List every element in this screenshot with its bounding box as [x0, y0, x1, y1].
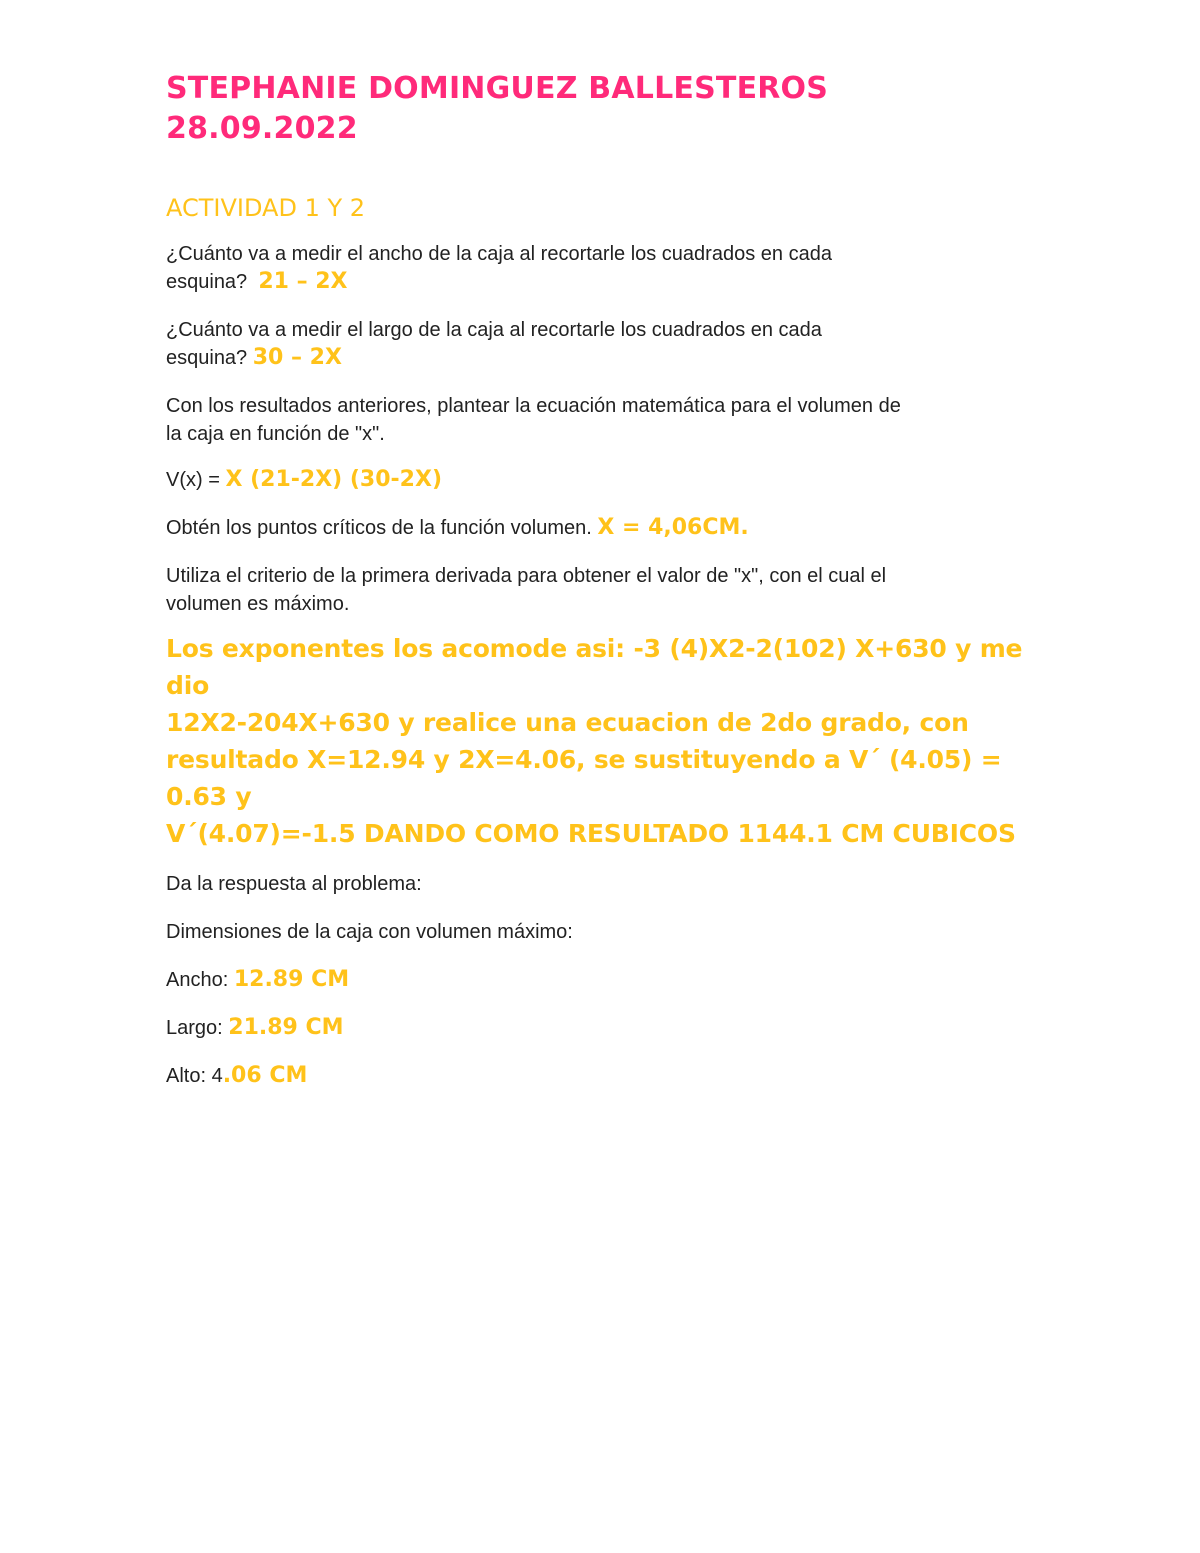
- critical-points-answer: X = 4,06CM.: [597, 515, 749, 540]
- dimension-width-value: 12.89 CM: [233, 967, 350, 992]
- question-width-text-line1: ¿Cuánto va a medir el ancho de la caja al recortarle los cuadrados en cada: [166, 243, 832, 265]
- critical-points-text: Obtén los puntos críticos de la función volumen.: [166, 517, 592, 539]
- dimension-length-label: Largo:: [166, 1017, 223, 1039]
- volume-function: [166, 466, 1046, 494]
- document-content: [166, 70, 1046, 1110]
- question-length-text-line1: ¿Cuánto va a medir el largo de la caja al recortarle los cuadrados en cada: [166, 319, 822, 341]
- question-width: [166, 240, 1046, 296]
- explanation-line4: V´(4.07)=-1.5 DANDO COMO RESULTADO 1144.1 CM CUBICOS: [166, 819, 1016, 848]
- dimension-height-value: .06 CM: [222, 1063, 308, 1088]
- explanation-line1: Los exponentes los acomode asi: -3 (4)X2-2(102) X+630 y me dio: [166, 634, 1023, 700]
- question-length-text-line2: esquina?: [166, 347, 248, 369]
- answer-width: 21 – 2X: [258, 269, 348, 294]
- dimension-width-label: Ancho:: [166, 969, 229, 991]
- question-volume-text-line2: la caja en función de "x".: [166, 423, 385, 445]
- criterion-text-line2: volumen es máximo.: [166, 593, 350, 615]
- activity-title: ACTIVIDAD 1 Y 2: [166, 194, 366, 222]
- answer-prompt: Da la respuesta al problema:: [166, 873, 422, 895]
- critical-points: [166, 514, 1046, 542]
- question-volume-equation: [166, 392, 1046, 448]
- question-volume-text-line1: Con los resultados anteriores, plantear la ecuación matemática para el volumen de: [166, 395, 901, 417]
- question-length: [166, 316, 1046, 372]
- dimension-length: [166, 1014, 1046, 1042]
- criterion-text-line1: Utiliza el criterio de la primera derivada para obtener el valor de "x", con el cual el: [166, 565, 887, 587]
- dimension-length-value: 21.89 CM: [228, 1015, 344, 1040]
- explanation-line2: 12X2-204X+630 y realice una ecuacion de 2do grado, con: [166, 708, 969, 737]
- question-width-text-line2: esquina?: [166, 271, 248, 293]
- volume-function-label: V(x) =: [166, 469, 220, 491]
- explanation-line3: resultado X=12.94 y 2X=4.06, se sustituyendo a V´ (4.05) = 0.63 y: [166, 745, 1002, 811]
- dimensions-heading: Dimensiones de la caja con volumen máximo:: [166, 921, 573, 943]
- dimension-height-label: Alto: 4: [166, 1065, 223, 1087]
- explanation-answer: [166, 630, 1046, 852]
- dimension-height: [166, 1062, 1046, 1090]
- document-date: 28.09.2022: [166, 111, 358, 146]
- first-derivative-criterion: [166, 562, 1046, 618]
- dimension-width: [166, 966, 1046, 994]
- answer-length: 30 – 2X: [252, 345, 342, 370]
- volume-function-answer: X (21-2X) (30-2X): [225, 467, 442, 492]
- student-name: STEPHANIE DOMINGUEZ BALLESTEROS: [166, 71, 829, 106]
